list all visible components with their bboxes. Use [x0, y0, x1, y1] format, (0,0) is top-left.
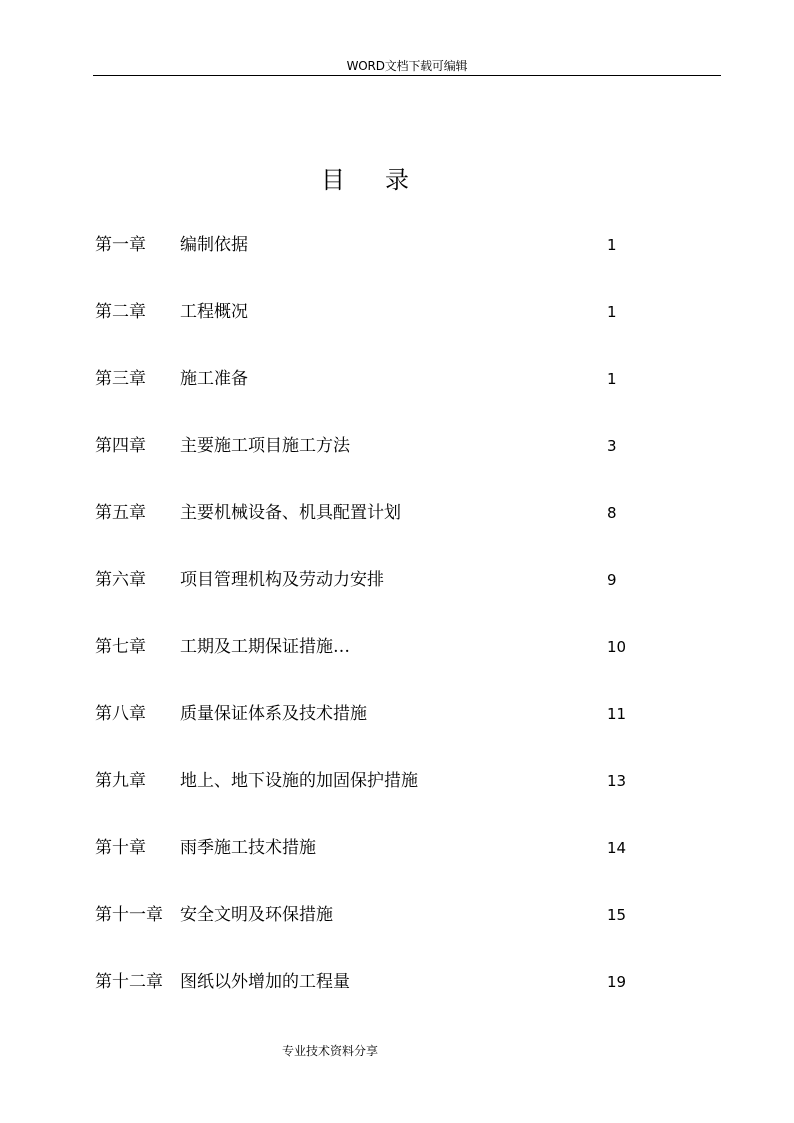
- toc-label: 地上、地下设施的加固保护措施: [180, 771, 418, 791]
- dot-leader: [370, 431, 606, 461]
- dot-leader: [397, 699, 561, 729]
- toc-chapter: 第七章: [95, 637, 146, 657]
- toc-entry-8[interactable]: [95, 699, 655, 729]
- toc-chapter: 第八章: [95, 704, 146, 724]
- toc-chapter: 第四章: [95, 436, 146, 456]
- toc-entry-5[interactable]: [95, 498, 655, 528]
- toc-entry-2[interactable]: [95, 297, 655, 327]
- toc-entry-4[interactable]: [95, 431, 655, 461]
- toc-page-number: 1: [607, 236, 617, 254]
- dot-leader: [572, 699, 606, 729]
- dot-leader: [332, 833, 606, 863]
- toc-page-number: 8: [607, 504, 617, 522]
- toc-page-number: 3: [607, 437, 617, 455]
- toc-page-number: 13: [607, 772, 627, 790]
- toc-label: 工程概况: [180, 302, 248, 322]
- toc-page-number: 10: [607, 638, 627, 656]
- toc-label: 施工准备: [180, 369, 248, 389]
- toc-chapter: 第十章: [95, 838, 146, 858]
- toc-label: 工期及工期保证措施…: [180, 637, 350, 657]
- toc-chapter: 第五章: [95, 503, 146, 523]
- dot-leader: [385, 632, 606, 662]
- toc-page-number: 11: [607, 705, 627, 723]
- toc-entry-11[interactable]: [95, 900, 655, 930]
- dot-leader: [254, 364, 606, 394]
- toc-chapter: 第九章: [95, 771, 146, 791]
- dot-leader: [446, 766, 606, 796]
- dot-leader: [254, 230, 606, 260]
- dot-leader: [408, 565, 606, 595]
- toc-label: 主要机械设备、机具配置计划: [180, 503, 401, 523]
- toc-label: 雨季施工技术措施: [180, 838, 316, 858]
- toc-entry-10[interactable]: [95, 833, 655, 863]
- toc-title-second: 录: [385, 166, 409, 194]
- toc-title-first: 目: [321, 166, 345, 194]
- toc-page-number: 14: [607, 839, 627, 857]
- toc-entry-6[interactable]: [95, 565, 655, 595]
- header-text: WORD文档下载可编辑: [346, 59, 468, 73]
- toc-title: [0, 160, 730, 195]
- toc-chapter: 第十二章: [95, 972, 163, 992]
- dot-leader: [351, 900, 606, 930]
- toc-label: 图纸以外增加的工程量: [180, 972, 350, 992]
- toc-page-number: 19: [607, 973, 627, 991]
- toc-entry-7[interactable]: [95, 632, 655, 662]
- toc-label: 主要施工项目施工方法: [180, 436, 350, 456]
- toc-chapter: 第十一章: [95, 905, 163, 925]
- toc-label: 编制依据: [180, 235, 248, 255]
- dot-leader: [254, 297, 606, 327]
- toc-label: 安全文明及环保措施: [180, 905, 333, 925]
- dot-leader: [370, 967, 606, 997]
- toc-entry-3[interactable]: [95, 364, 655, 394]
- toc-label: 质量保证体系及技术措施: [180, 704, 367, 724]
- toc-page-number: 9: [607, 571, 617, 589]
- toc-chapter: 第一章: [95, 235, 146, 255]
- toc-entry-9[interactable]: [95, 766, 655, 796]
- toc-entry-12[interactable]: [95, 967, 655, 997]
- toc-chapter: 第三章: [95, 369, 146, 389]
- toc-entry-1[interactable]: [95, 230, 655, 260]
- page-header: [93, 55, 721, 76]
- toc-label: 项目管理机构及劳动力安排: [180, 570, 384, 590]
- toc-chapter: 第二章: [95, 302, 146, 322]
- page-footer: 专业技术资料分享: [281, 1044, 378, 1058]
- toc-chapter: 第六章: [95, 570, 146, 590]
- toc-page-number: 15: [607, 906, 627, 924]
- toc-page-number: 1: [607, 303, 617, 321]
- toc-page-number: 1: [607, 370, 617, 388]
- dot-leader: [427, 498, 606, 528]
